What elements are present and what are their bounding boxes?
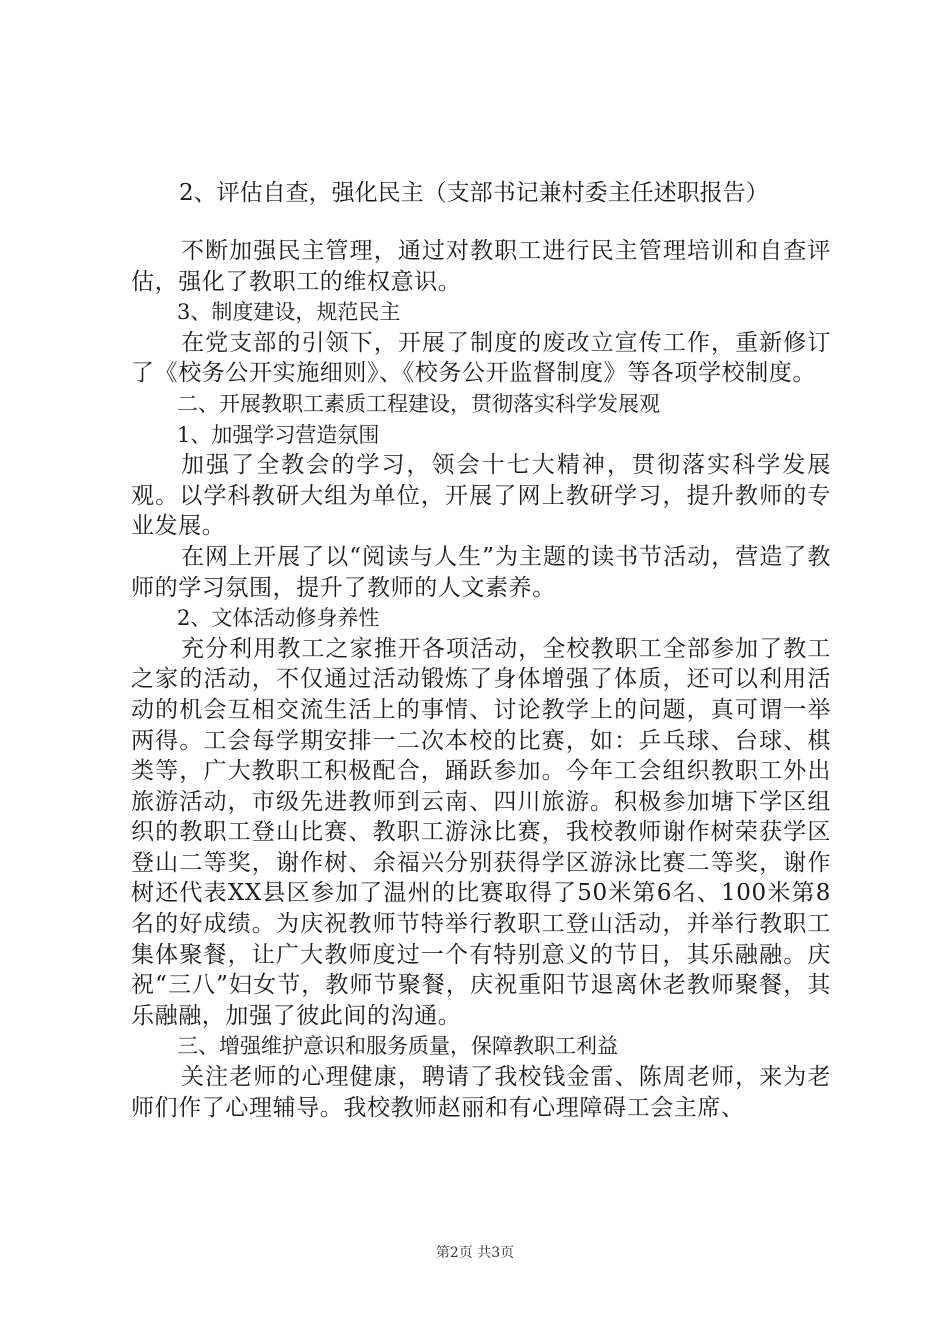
page-number: 第2页 共3页 — [435, 1245, 515, 1261]
subsection-heading: 1、加强学习营造氛围 — [177, 422, 380, 447]
subsection-heading: 2、文体活动修身养性 — [177, 606, 380, 631]
section-heading: 三、增强维护意识和服务质量，保障教职工利益 — [177, 1034, 618, 1059]
paragraph: 不断加强民主管理，通过对教职工进行民主管理培训和自查评估，强化了教职工的维权意识。 — [131, 238, 831, 295]
paragraph: 在党支部的引领下，开展了制度的废改立宣传工作，重新修订了《校务公开实施细则》、《校务公开监督制度》等各项学校制度。 — [131, 329, 831, 387]
page-footer — [0, 1242, 950, 1262]
paragraph: 充分利用教工之家推开各项活动，全校教职工全部参加了教工之家的活动，不仅通过活动锻炼了身体增强了体质，还可以利用活动的机会互相交流生活上的事情、讨论教学上的问题，真可谓一举两得。工会每学期安排一二次本校的比赛，如：乒乓球、台球、棋类等，广大教职工积极配合，踊跃参加。今年工会组织教职工外出旅游活动，市级先进教师到云南、四川旅游。积极参加塘下学区组织的教职工登山比赛、教职工游泳比赛，我校教师谢作树荣获学区登山二等奖，谢作树、余福兴分别获得学区游泳比赛二等奖，谢作树还代表XX县区参加了温州的比赛取得了50米第6名、100米第8名的好成绩。为庆祝教师节特举行教职工登山活动，并举行教职工集体聚餐，让广大教师度过一个有特别意义的节日，其乐融融。庆祝“三八”妇女节，教师节聚餐，庆祝重阳节退离休老教师聚餐，其乐融融，加强了彼此间的沟通。 — [131, 635, 831, 1029]
subsection-heading: 3、制度建设，规范民主 — [177, 300, 401, 325]
paragraph: 在网上开展了以“阅读与人生”为主题的读书节活动，营造了教师的学习氛围，提升了教师的人文素养。 — [131, 543, 831, 601]
document-body — [131, 178, 831, 1123]
paragraph: 关注老师的心理健康，聘请了我校钱金雷、陈周老师，来为老师们作了心理辅导。我校教师赵丽和有心理障碍工会主席、 — [131, 1064, 831, 1121]
section-heading: 2、评估自查，强化民主（支部书记兼村委主任述职报告） — [179, 180, 769, 206]
section-heading: 二、开展教职工素质工程建设，贯彻落实科学发展观 — [177, 391, 660, 416]
paragraph: 加强了全教会的学习，领会十七大精神，贯彻落实科学发展观。以学科教研大组为单位，开展了网上教研学习，提升教师的专业发展。 — [131, 452, 831, 540]
